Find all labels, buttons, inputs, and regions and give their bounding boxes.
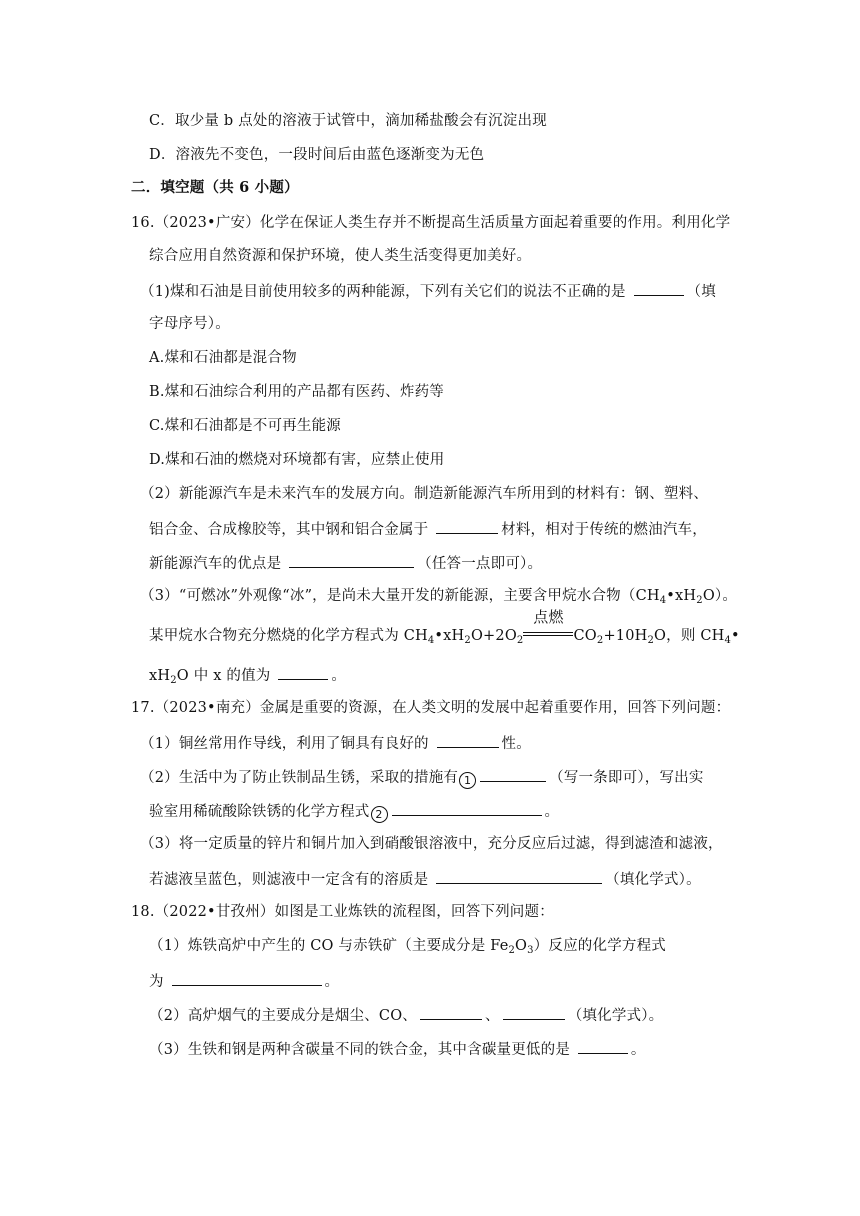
- answer-blank[interactable]: [503, 1004, 565, 1020]
- answer-blank[interactable]: [392, 800, 542, 816]
- answer-blank[interactable]: [420, 1004, 482, 1020]
- answer-blank[interactable]: [437, 732, 499, 748]
- q16-option-d: D.煤和石油的燃烧对环境都有害，应禁止使用: [149, 452, 445, 468]
- q16-equation-line: 某甲烷水合物充分燃烧的化学方程式为 $CH_4•xH_2O+2O_2$ 点燃 $CO_2+10H_2O$，则 $CH_4•$: [149, 608, 740, 646]
- q16-part3-line3: $xH_2O$ 中 x 的值为 。: [149, 664, 346, 686]
- section-heading: 二．填空题（共 6 小题）: [131, 179, 299, 196]
- reaction-condition: 点燃: [523, 625, 573, 640]
- q16-option-a: A.煤和石油都是混合物: [149, 350, 297, 366]
- q17-part3: （3）将一定质量的锌片和铜片加入到硝酸银溶液中，充分反应后过滤，得到滤渣和滤液，: [140, 836, 723, 852]
- q16-option-c: C.煤和石油都是不可再生能源: [149, 418, 341, 434]
- answer-blank[interactable]: [289, 552, 414, 568]
- q18-part2: （2）高炉烟气的主要成分是烟尘、CO、 、 （填化学式）。: [149, 1004, 663, 1026]
- option-d: D．溶液先不变色，一段时间后由蓝色逐渐变为无色: [149, 147, 485, 163]
- answer-blank[interactable]: [634, 280, 684, 296]
- option-c: C．取少量 b 点处的溶液于试管中，滴加稀盐酸会有沉淀出现: [149, 113, 547, 129]
- equals-arrow: [523, 632, 573, 636]
- q16-part2: （2）新能源汽车是未来汽车的发展方向。制造新能源汽车所用到的材料有：钢、塑料、: [140, 486, 709, 502]
- answer-blank[interactable]: [172, 970, 322, 986]
- question-18-stem: 18.（2022•甘孜州）如图是工业炼铁的流程图，回答下列问题：: [131, 904, 554, 920]
- q16-part2-line3: 新能源汽车的优点是 （任答一点即可）。: [149, 552, 542, 574]
- q16-part2-line2: 铝合金、合成橡胶等，其中钢和铝合金属于 材料，相对于传统的燃油汽车，: [149, 518, 707, 540]
- answer-blank[interactable]: [436, 518, 498, 534]
- answer-blank[interactable]: [436, 868, 602, 884]
- answer-blank[interactable]: [480, 766, 546, 782]
- q16-part1-cont: 字母序号）。: [149, 316, 230, 332]
- q17-part2-line2: 验室用稀硫酸除铁锈的化学方程式 2 。: [149, 800, 559, 823]
- q16-part1: （1)煤和石油是目前使用较多的两种能源，下列有关它们的说法不正确的是 （填: [140, 280, 716, 302]
- circled-number-1: 1: [459, 772, 476, 789]
- circled-number-2: 2: [371, 806, 388, 823]
- q17-part3-line2: 若滤液呈蓝色，则滤液中一定含有的溶质是 （填化学式）。: [149, 868, 701, 890]
- q18-part1-line2: 为 。: [149, 970, 339, 992]
- q18-part1: （1）炼铁高炉中产生的 CO 与赤铁矿（主要成分是 $Fe_2O_3$）反应的化学方程式: [149, 938, 667, 956]
- question-16-stem-cont: 综合应用自然资源和保护环境，使人类生活变得更加美好。: [149, 248, 532, 264]
- q17-part1: （1）铜丝常用作导线，利用了铜具有良好的 性。: [140, 732, 531, 754]
- q16-part3: （3）“可燃冰”外观像“冰”，是尚未大量开发的新能源，主要含甲烷水合物$(CH_4•xH_2O)$。: [140, 588, 738, 606]
- answer-blank[interactable]: [278, 664, 328, 680]
- question-17-stem: 17.（2023•南充）金属是重要的资源，在人类文明的发展中起着重要作用，回答下列问题：: [131, 700, 731, 716]
- q17-part2: （2）生活中为了防止铁制品生锈，采取的措施有 1 （写一条即可），写出实: [140, 766, 704, 789]
- answer-blank[interactable]: [578, 1038, 628, 1054]
- q18-part3: （3）生铁和钢是两种含碳量不同的铁合金，其中含碳量更低的是 。: [149, 1038, 646, 1060]
- question-16-stem: 16.（2023•广安）化学在保证人类生存并不断提高生活质量方面起着重要的作用。利用化学: [131, 215, 731, 231]
- q16-option-b: B.煤和石油综合利用的产品都有医药、炸药等: [149, 384, 444, 400]
